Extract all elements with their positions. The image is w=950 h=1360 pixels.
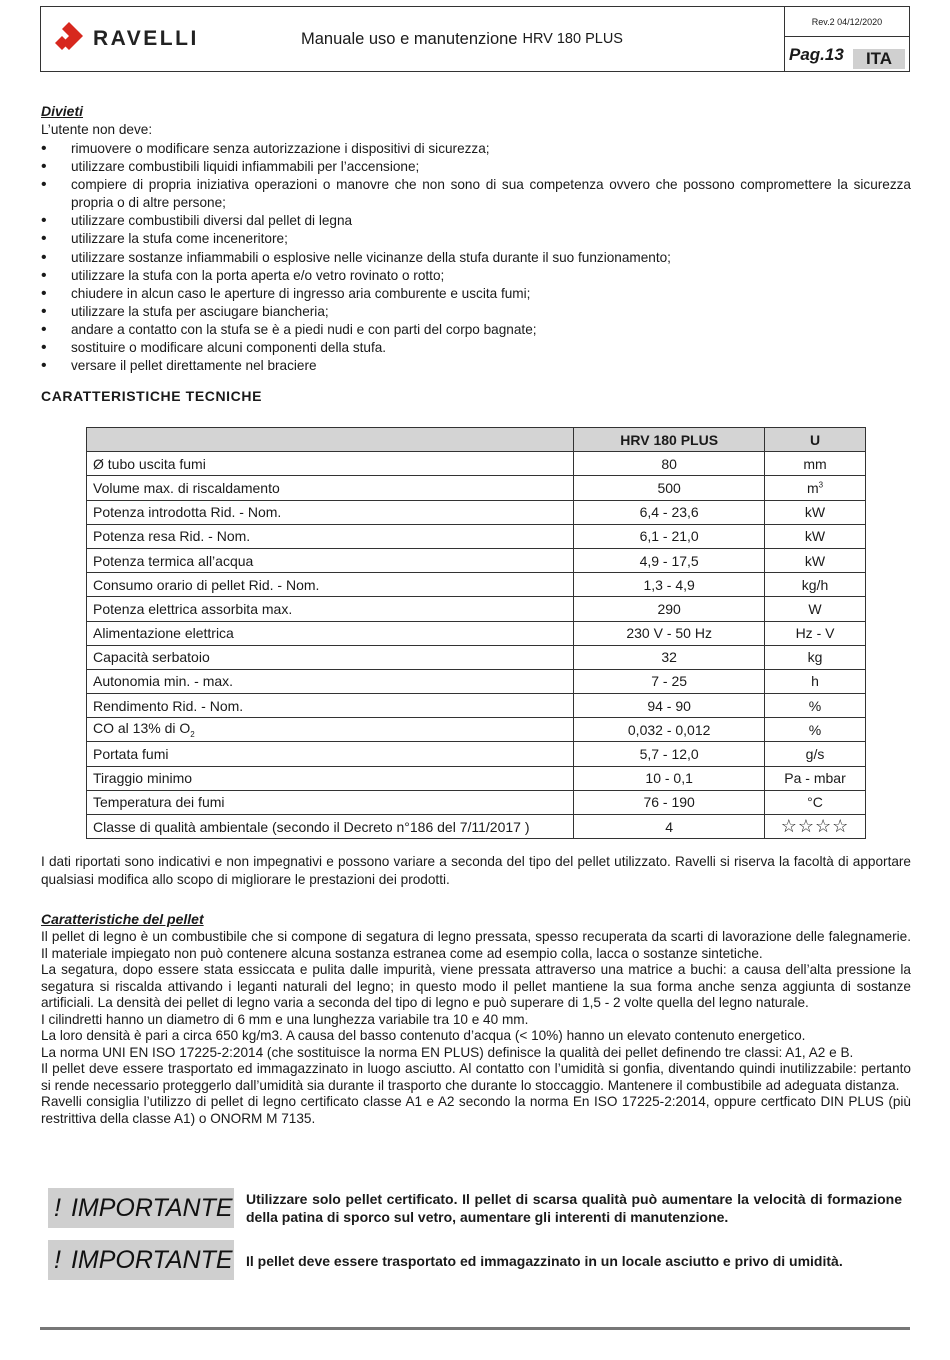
- exclamation-icon: !: [54, 1245, 61, 1274]
- table-row: [87, 815, 866, 839]
- value-cell: 76 - 190: [574, 790, 765, 814]
- list-item: • chiudere in alcun caso le aperture di ingresso aria comburente e uscita fumi;: [41, 285, 911, 303]
- important-label: IMPORTANTE: [70, 1193, 233, 1222]
- unit-cell: [765, 694, 866, 718]
- param-cell: [87, 621, 574, 645]
- list-item: • utilizzare sostanze infiammabili o esplosive nelle vicinanze della stufa durante il suo funzionamento;: [41, 249, 911, 267]
- unit-cell: [765, 476, 866, 500]
- value-cell: 0,032 - 0,012: [574, 718, 765, 742]
- footer-divider: [40, 1327, 910, 1330]
- list-item: • utilizzare la stufa con la porta aperta e/o vetro rovinato o rotto;: [41, 267, 911, 285]
- param-cell: [87, 524, 574, 548]
- unit-label: Pa - mbar: [784, 770, 846, 787]
- param-label: Autonomia min. - max.: [93, 673, 234, 690]
- list-item: • compiere di propria iniziativa operazioni o manovre che non sono di sua competenza ovvero che possono compromettere la sicurezza propria o di altre persone;: [41, 176, 911, 212]
- unit-label: °C: [807, 794, 823, 811]
- value-cell: 6,1 - 21,0: [574, 524, 765, 548]
- unit-cell: [765, 742, 866, 766]
- param-cell: [87, 790, 574, 814]
- paragraph: La segatura, dopo essere stata essiccata e pulita dalle impurità, viene pressata attraverso una matrice a buchi: a causa dell’alta pressione la segatura si riscalda attivando i leganti naturali del legno; in questo modo il pellet mantiene la sua forma anche senza aggiunta di sostanze artificiali. La densità dei pellet di legno varia a seconda del tipo di legno e può superare di 1,5 - 2 volte quella del legno naturale.: [41, 962, 911, 1010]
- param-cell: [87, 669, 574, 693]
- paragraph: Il pellet deve essere trasportato ed immagazzinato in luogo asciutto. Al contatto con l’umidità si gonfia, diventando quindi inutilizzabile: pertanto si rende necessario proteggerlo dall’umidità sia durante il trasporto che durante lo stoccaggio. Mantenere il combustibile ad adeguata distanza.: [41, 1061, 911, 1093]
- value-cell: 500: [574, 476, 765, 500]
- unit-label: kW: [804, 552, 826, 569]
- param-cell: [87, 694, 574, 718]
- unit-cell: [765, 645, 866, 669]
- param-cell: [87, 548, 574, 572]
- value-cell: 1,3 - 4,9: [574, 573, 765, 597]
- value-cell: 4,9 - 17,5: [574, 548, 765, 572]
- param-label: Potenza introdotta Rid. - Nom.: [93, 504, 282, 521]
- unit-label: h: [811, 673, 819, 690]
- list-item: • sostituire o modificare alcuni componenti della stufa.: [41, 339, 911, 357]
- value-cell: 10 - 0,1: [574, 766, 765, 790]
- important-label: IMPORTANTE: [70, 1245, 233, 1274]
- manual-title: Manuale uso e manutenzione: [301, 29, 518, 48]
- important-badge: [48, 1240, 234, 1280]
- param-label: Ø tubo uscita fumi: [93, 455, 206, 472]
- param-label: Alimentazione elettrica: [93, 625, 234, 642]
- list-item: • andare a contatto con la stufa se è a piedi nudi e con parti del corpo bagnate;: [41, 321, 911, 339]
- param-subscript: 2: [190, 730, 195, 740]
- table-row: [87, 718, 866, 742]
- list-item: • versare il pellet direttamente nel braciere: [41, 357, 911, 375]
- value-cell: 32: [574, 645, 765, 669]
- param-label: Portata fumi: [93, 746, 169, 763]
- table-row: [87, 524, 866, 548]
- unit-label: %: [808, 697, 822, 714]
- unit-label: Hz - V: [795, 625, 835, 642]
- divieti-list: [41, 140, 911, 375]
- table-row: [87, 742, 866, 766]
- unit-cell: [765, 500, 866, 524]
- param-cell: [87, 815, 574, 839]
- unit-label: mm: [803, 455, 827, 472]
- unit-superscript: 3: [818, 480, 824, 490]
- ravelli-logo-icon: [55, 22, 85, 56]
- table-row: [87, 500, 866, 524]
- value-cell: 5,7 - 12,0: [574, 742, 765, 766]
- unit-cell: [765, 669, 866, 693]
- section-title-divieti: Divieti: [41, 103, 84, 119]
- paragraph: La norma UNI EN ISO 17225-2:2014 (che sostituisce la norma EN PLUS) definisce la qualità dei pellet definendo tre classi: A1, A2 e B.: [41, 1044, 854, 1060]
- section-title-pellet: Caratteristiche del pellet: [41, 911, 204, 927]
- unit-label: g/s: [805, 746, 825, 763]
- param-label: CO al 13% di O: [93, 720, 191, 737]
- paragraph: La loro densità è pari a circa 650 kg/m3. A causa del basso contenuto d’acqua (< 10%) hanno un elevato contenuto energetico.: [41, 1028, 806, 1043]
- logo: [41, 7, 251, 71]
- paragraph: Il pellet di legno è un combustibile che si compone di segatura di legno pressata, spesso recuperata da scarti di lavorazione delle falegnamerie. Il materiale impiegato non può contenere alcuna sostanza estranea come ad esempio colla, lacca o sostanze sintetiche.: [41, 929, 911, 961]
- param-label: Volume max. di riscaldamento: [93, 479, 280, 496]
- list-item: • utilizzare la stufa come inceneritore;: [41, 230, 911, 248]
- table-row: [87, 452, 866, 476]
- revision: Rev.2 04/12/2020: [785, 7, 909, 37]
- unit-cell: [765, 548, 866, 572]
- document-title: [251, 7, 784, 71]
- table-row: [87, 621, 866, 645]
- unit-label: kg/h: [801, 576, 829, 593]
- value-cell: 290: [574, 597, 765, 621]
- unit-cell: [765, 452, 866, 476]
- language-badge: ITA: [853, 49, 905, 69]
- table-row: [87, 548, 866, 572]
- unit-label: kg: [807, 649, 823, 666]
- section-title-tech: CARATTERISTICHE TECNICHE: [41, 388, 263, 404]
- page-number: Pag.13: [789, 45, 844, 64]
- paragraph: I cilindretti hanno un diametro di 6 mm e una lunghezza variabile tra 10 e 40 mm.: [41, 1011, 529, 1027]
- unit-label: %: [808, 721, 822, 738]
- table-row: [87, 669, 866, 693]
- unit-label: ☆☆☆☆: [780, 816, 850, 837]
- param-label: Temperatura dei fumi: [93, 794, 225, 811]
- unit-label: kW: [804, 504, 826, 521]
- unit-label: kW: [804, 528, 826, 545]
- important-text: Utilizzare solo pellet certificato. Il pellet di scarsa qualità può aumentare la velocità di formazione della patina di sporco sul vetro, aumentare gli interenti di manutenzione.: [246, 1191, 902, 1225]
- unit-cell: [765, 766, 866, 790]
- value-cell: 94 - 90: [574, 694, 765, 718]
- param-cell: [87, 452, 574, 476]
- unit-cell: [765, 621, 866, 645]
- table-header-row: [87, 428, 866, 452]
- unit-cell: [765, 524, 866, 548]
- important-text: Il pellet deve essere trasportato ed immagazzinato in un locale asciutto e privo di umidità.: [246, 1253, 843, 1269]
- param-cell: [87, 718, 574, 742]
- list-item: • utilizzare la stufa per asciugare biancheria;: [41, 303, 911, 321]
- list-item: • utilizzare combustibili diversi dal pellet di legna: [41, 212, 911, 230]
- param-cell: [87, 742, 574, 766]
- unit-label: W: [808, 600, 822, 617]
- table-row: [87, 476, 866, 500]
- param-label: Potenza termica all’acqua: [93, 552, 254, 569]
- header-value: HRV 180 PLUS: [574, 428, 765, 452]
- param-label: Rendimento Rid. - Nom.: [93, 697, 244, 714]
- table-row: [87, 766, 866, 790]
- specs-body: [87, 452, 866, 839]
- value-cell: 7 - 25: [574, 669, 765, 693]
- unit-label: m: [806, 479, 819, 496]
- important-badge: [48, 1188, 234, 1228]
- table-row: [87, 645, 866, 669]
- specs-table: [86, 427, 866, 839]
- param-label: Consumo orario di pellet Rid. - Nom.: [93, 576, 320, 593]
- unit-cell: [765, 597, 866, 621]
- table-row: [87, 573, 866, 597]
- header-meta: [784, 7, 909, 71]
- header-param: [87, 428, 574, 452]
- list-item: • utilizzare combustibili liquidi infiammabili per l’accensione;: [41, 158, 911, 176]
- unit-cell: [765, 573, 866, 597]
- table-row: [87, 694, 866, 718]
- list-item: • rimuovere o modificare senza autorizzazione i dispositivi di sicurezza;: [41, 140, 911, 158]
- param-cell: [87, 645, 574, 669]
- param-label: Potenza elettrica assorbita max.: [93, 600, 293, 617]
- divieti-intro: L’utente non deve:: [41, 122, 153, 137]
- table-row: [87, 790, 866, 814]
- exclamation-icon: !: [54, 1193, 61, 1222]
- paragraph: Ravelli consiglia l’utilizzo di pellet di legno certificato classe A1 e A2 secondo la norma En ISO 17225-2:2014, oppure certficato DIN PLUS (più restrittiva della classe A1) o ONORM M 7135.: [41, 1094, 911, 1126]
- param-cell: [87, 766, 574, 790]
- tech-note: I dati riportati sono indicativi e non impegnativi e possono variare a seconda del tipo del pellet utilizzato. Ravelli si riserva la facoltà di apportare qualsiasi modifica allo scopo di migliorare le prestazioni dei prodotti.: [41, 854, 911, 887]
- param-cell: [87, 476, 574, 500]
- pellet-text: [41, 929, 911, 1127]
- table-row: [87, 597, 866, 621]
- value-cell: 230 V - 50 Hz: [574, 621, 765, 645]
- unit-cell: [765, 718, 866, 742]
- param-cell: [87, 573, 574, 597]
- param-cell: [87, 500, 574, 524]
- param-label: Capacità serbatoio: [93, 649, 210, 666]
- header-unit: U: [765, 428, 866, 452]
- value-cell: 6,4 - 23,6: [574, 500, 765, 524]
- model-name: HRV 180 PLUS: [522, 31, 623, 47]
- param-cell: [87, 597, 574, 621]
- value-cell: 4: [574, 815, 765, 839]
- quality-stars-icon: [765, 815, 866, 839]
- value-cell: 80: [574, 452, 765, 476]
- param-label: Classe di qualità ambientale (secondo il Decreto n°186 del 7/11/2017 ): [93, 818, 530, 835]
- param-label: Tiraggio minimo: [93, 770, 193, 787]
- param-label: Potenza resa Rid. - Nom.: [93, 528, 251, 545]
- brand-name: RAVELLI: [93, 27, 199, 50]
- page-header: [40, 6, 910, 72]
- unit-cell: [765, 790, 866, 814]
